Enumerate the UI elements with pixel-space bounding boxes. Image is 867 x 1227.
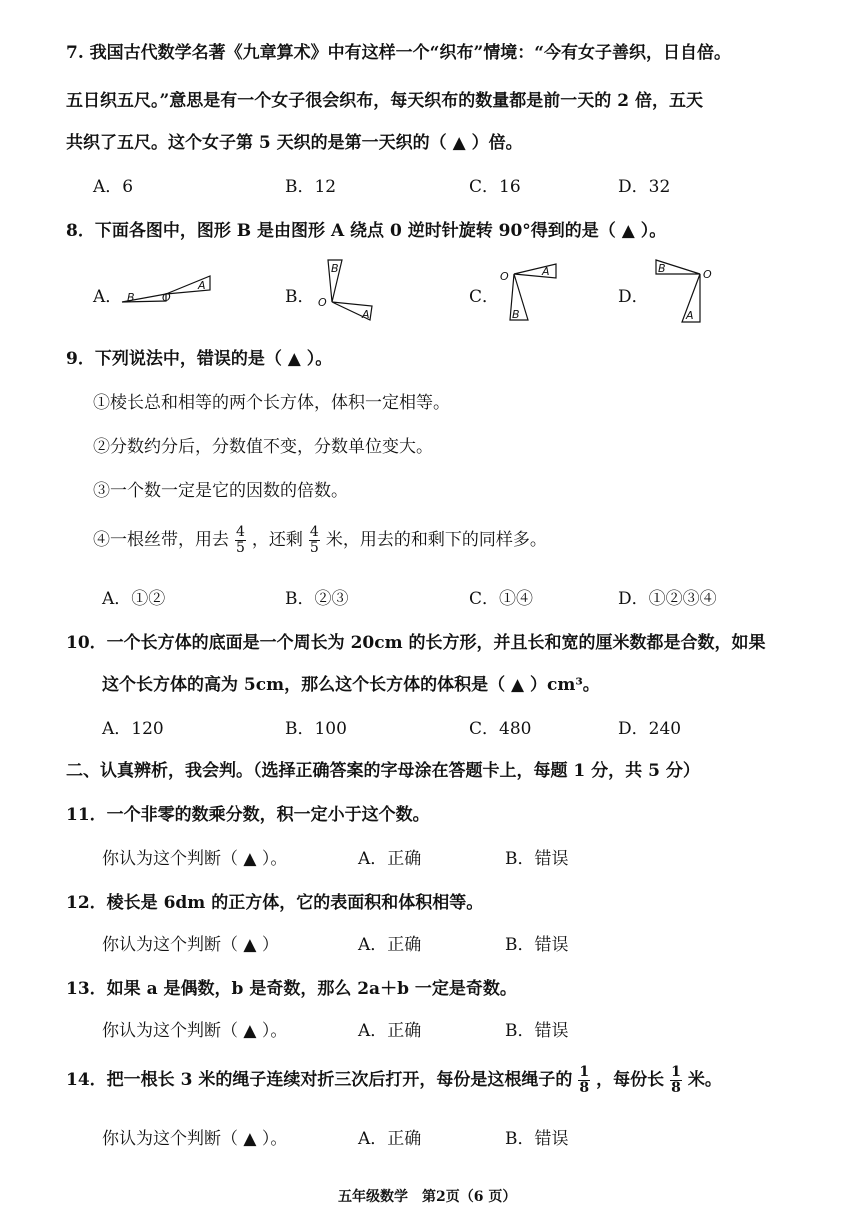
q10-option-b[interactable]: B．100 [285,719,347,739]
q12-prompt: 你认为这个判断（ ▲ ） [102,935,279,955]
q8-figure-c [498,258,562,324]
fraction-denominator: 8 [579,1080,590,1096]
label-o: O [162,291,171,304]
q12-option-a[interactable]: A．正确 [358,935,422,955]
label-a: A [542,265,550,278]
label-a: A [686,309,694,322]
q14-stem-text-a: 14．把一根长 3 米的绳子连续对折三次后打开，每份是这根绳子的 [66,1070,573,1090]
q8-option-d[interactable]: D． [618,287,649,307]
label-b: B [127,291,135,304]
q8-option-b[interactable]: B． [285,287,315,307]
q11-stem: 11．一个非零的数乘分数，积一定小于这个数。 [66,805,430,825]
q9-option-a[interactable]: A．①② [102,589,166,609]
q10-option-d[interactable]: D．240 [618,719,682,739]
q7-line1: 7. 我国古代数学名著《九章算术》中有这样一个“织布”情境：“今有女子善织，日自倍。 [66,43,731,63]
q7-option-c[interactable]: C．16 [469,177,521,197]
q10-line2: 这个长方体的高为 5cm，那么这个长方体的体积是（ ▲ ）cm³。 [102,675,600,695]
q12-stem: 12．棱长是 6dm 的正方体，它的表面积和体积相等。 [66,893,484,913]
q12-option-b[interactable]: B．错误 [505,935,569,955]
section-2-title: 二、认真辨析，我会判。（选择正确答案的字母涂在答题卡上，每题 1 分，共 5 分） [66,761,700,781]
q11-option-b[interactable]: B．错误 [505,849,569,869]
q13-stem: 13．如果 a 是偶数，b 是奇数，那么 2a＋b 一定是奇数。 [66,979,517,999]
q8-stem: 8．下面各图中，图形 B 是由图形 A 绕点 0 逆时针旋转 90°得到的是（ ▲ ）。 [66,221,667,241]
triangle-a-shape [514,264,556,278]
label-b: B [658,262,666,275]
q9-statement-1: ①棱长总和相等的两个长方体，体积一定相等。 [93,393,450,413]
q9-statement-4 [93,524,547,556]
page-footer: 五年级数学 第2页（6 页） [338,1189,517,1205]
q7-line2: 五日织五尺。”意思是有一个女子很会织布，每天织布的数量都是前一天的 2 倍，五天 [66,91,703,111]
label-o: O [318,296,327,309]
q9-statement-2: ②分数约分后，分数值不变，分数单位变大。 [93,437,433,457]
fraction-one-eighth [578,1065,590,1096]
q10-line1: 10．一个长方体的底面是一个周长为 20cm 的长方形，并且长和宽的厘米数都是合数，如果 [66,633,766,653]
label-a: A [362,308,370,321]
q9-s4-text-c: 米，用去的和剩下的同样多。 [325,530,547,550]
q8-option-a[interactable]: A． [93,287,123,307]
q11-prompt: 你认为这个判断（ ▲ ）。 [102,849,288,869]
q14-stem [66,1064,722,1096]
q9-s4-text-a: ④一根丝带，用去 [93,530,229,550]
q8-figure-b [312,256,382,322]
label-b: B [512,308,520,321]
q14-option-b[interactable]: B．错误 [505,1129,569,1149]
fraction-numerator: 1 [671,1064,681,1080]
q13-option-b[interactable]: B．错误 [505,1021,569,1041]
q9-stem: 9．下列说法中，错误的是（ ▲ ）。 [66,349,333,369]
fraction-numerator: 4 [309,524,319,540]
fraction-denominator: 8 [671,1080,681,1096]
fraction-denominator: 5 [236,540,245,556]
q13-prompt: 你认为这个判断（ ▲ ）。 [102,1021,288,1041]
label-o: O [703,268,712,281]
q7-option-b[interactable]: B．12 [285,177,337,197]
q14-stem-text-b: ，每份长 [596,1070,665,1090]
q14-option-a[interactable]: A．正确 [358,1129,422,1149]
q10-option-a[interactable]: A．120 [102,719,164,739]
label-o: O [500,270,509,283]
q10-option-c[interactable]: C．480 [469,719,532,739]
label-a: A [198,279,206,292]
fraction-four-fifths [235,525,246,556]
fraction-numerator: 1 [579,1064,590,1080]
label-b: B [331,262,339,275]
fraction-four-fifths [309,525,320,556]
q11-option-a[interactable]: A．正确 [358,849,422,869]
q13-option-a[interactable]: A．正确 [358,1021,422,1041]
q8-figure-a [118,268,218,308]
q7-option-a[interactable]: A．6 [93,177,134,197]
q7-line3: 共织了五尺。这个女子第 5 天织的是第一天织的（ ▲ ）倍。 [66,133,523,153]
q7-option-d[interactable]: D．32 [618,177,671,197]
q14-prompt: 你认为这个判断（ ▲ ）。 [102,1129,288,1149]
q14-stem-text-c: 米。 [687,1070,722,1090]
fraction-denominator: 5 [309,540,319,556]
q9-option-b[interactable]: B．②③ [285,589,349,609]
q8-figure-d [652,256,716,324]
q9-option-c[interactable]: C．①④ [469,589,534,609]
q9-statement-3: ③一个数一定是它的因数的倍数。 [93,481,348,501]
q9-s4-text-b: ，还剩 [251,530,303,550]
q9-option-d[interactable]: D．①②③④ [618,589,717,609]
fraction-one-eighth [670,1065,682,1096]
q8-option-c[interactable]: C． [469,287,500,307]
fraction-numerator: 4 [236,524,245,540]
